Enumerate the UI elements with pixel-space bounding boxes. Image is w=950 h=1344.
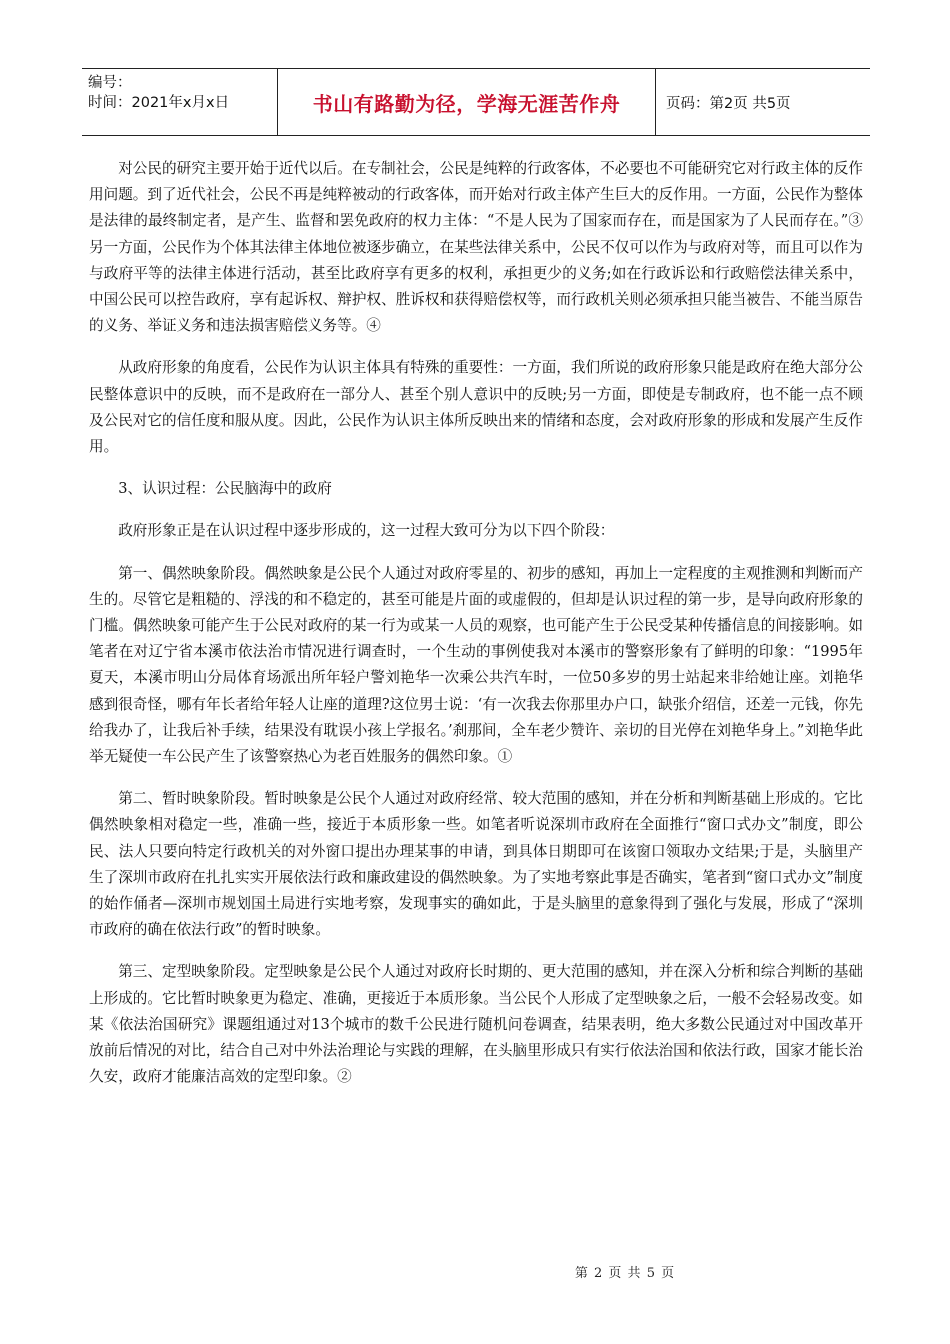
- paragraph: 第三、定型映象阶段。定型映象是公民个人通过对政府长时期的、更大范围的感知，并在深入分析和综合判断的基础上形成的。它比暂时映象更为稳定、准确，更接近于本质形象。当公民个人形成了定型映象之后，一般不会轻易改变。如某《依法治国研究》课题组通过对13个城市的数千公民进行随机问卷调查，结果表明，绝大多数公民通过对中国改革开放前后情况的对比，结合自己对中外法治理论与实践的理解，在头脑里形成只有实行依法治国和依法行政，国家才能长治久安，政府才能廉洁高效的定型印象。②: [89, 963, 863, 1086]
- document-body: [89, 156, 863, 1107]
- header-motto: 书山有路勤为径，学海无涯苦作舟: [278, 69, 656, 135]
- serial-number-label: 编号：: [88, 75, 132, 91]
- paragraph: 从政府形象的角度看，公民作为认识主体具有特殊的重要性：一方面，我们所说的政府形象只能是政府在绝大部分公民整体意识中的反映，而不是政府在一部分人、甚至个别人意识中的反映;另一方面，即使是专制政府，也不能一点不顾及公民对它的信任度和服从度。因此，公民作为认识主体所反映出来的情绪和态度，会对政府形象的形成和发展产生反作用。: [89, 359, 863, 456]
- paragraph: 第二、暂时映象阶段。暂时映象是公民个人通过对政府经常、较大范围的感知，并在分析和判断基础上形成的。它比偶然映象相对稳定一些，准确一些，接近于本质形象一些。如笔者听说深圳市政府在全面推行“窗口式办文”制度，即公民、法人只要向特定行政机关的对外窗口提出办理某事的申请，到具体日期即可在该窗口领取办文结果;于是，头脑里产生了深圳市政府在扎扎实实开展依法行政和廉政建设的偶然映象。为了实地考察此事是否确实，笔者到“窗口式办文”制度的始作俑者—深圳市规划国土局进行实地考察，发现事实的确如此，于是头脑里的意象得到了强化与发展，形成了“深圳市政府的确在依法行政”的暂时映象。: [89, 790, 863, 939]
- header-meta: [82, 69, 278, 135]
- header-page-info: 页码：第2页 共5页: [666, 95, 791, 112]
- page-header: [82, 68, 870, 136]
- section-heading: 3、认识过程：公民脑海中的政府: [118, 480, 332, 498]
- paragraph: 对公民的研究主要开始于近代以后。在专制社会，公民是纯粹的行政客体，不必要也不可能研究它对行政主体的反作用问题。到了近代社会，公民不再是纯粹被动的行政客体，而开始对行政主体产生巨大的反作用。一方面，公民作为整体是法律的最终制定者，是产生、监督和罢免政府的权力主体：“不是人民为了国家而存在，而是国家为了人民而存在。”③另一方面，公民作为个体其法律主体地位被逐步确立，在某些法律关系中，公民不仅可以作为与政府对等，而且可以作为与政府平等的法律主体进行活动，甚至比政府享有更多的权利，承担更少的义务;如在行政诉讼和行政赔偿法律关系中，中国公民可以控告政府，享有起诉权、辩护权、胜诉权和获得赔偿权等，而行政机关则必须承担只能当被告、不能当原告的义务、举证义务和违法损害赔偿义务等。④: [89, 160, 863, 335]
- paragraph: 第一、偶然映象阶段。偶然映象是公民个人通过对政府零星的、初步的感知，再加上一定程度的主观推测和判断而产生的。尽管它是粗糙的、浮浅的和不稳定的，甚至可能是片面的或虚假的，但却是认识过程的第一步，是导向政府形象的门槛。偶然映象可能产生于公民对政府的某一行为或某一人员的观察，也可能产生于公民受某种传播信息的间接影响。如笔者在对辽宁省本溪市依法治市情况进行调查时，一个生动的事例使我对本溪市的警察形象有了鲜明的印象：“1995年夏天，本溪市明山分局体育场派出所年轻户警刘艳华一次乘公共汽车时，一位50多岁的男士站起来非给她让座。刘艳华感到很奇怪，哪有年长者给年轻人让座的道理?这位男士说：‘有一次我去你那里办户口，缺张介绍信，还差一元钱，你先给我办了，让我后补手续，结果没有耽误小孩上学报名。’刹那间，全车老少赞许、亲切的目光停在刘艳华身上。”刘艳华此举无疑使一车公民产生了该警察热心为老百姓服务的偶然印象。①: [89, 564, 863, 766]
- page-footer: 第 2 页 共 5 页: [574, 1266, 676, 1281]
- paragraph: 政府形象正是在认识过程中逐步形成的，这一过程大致可分为以下四个阶段：: [118, 522, 615, 540]
- date-label: 时间：2021年x月x日: [88, 95, 230, 111]
